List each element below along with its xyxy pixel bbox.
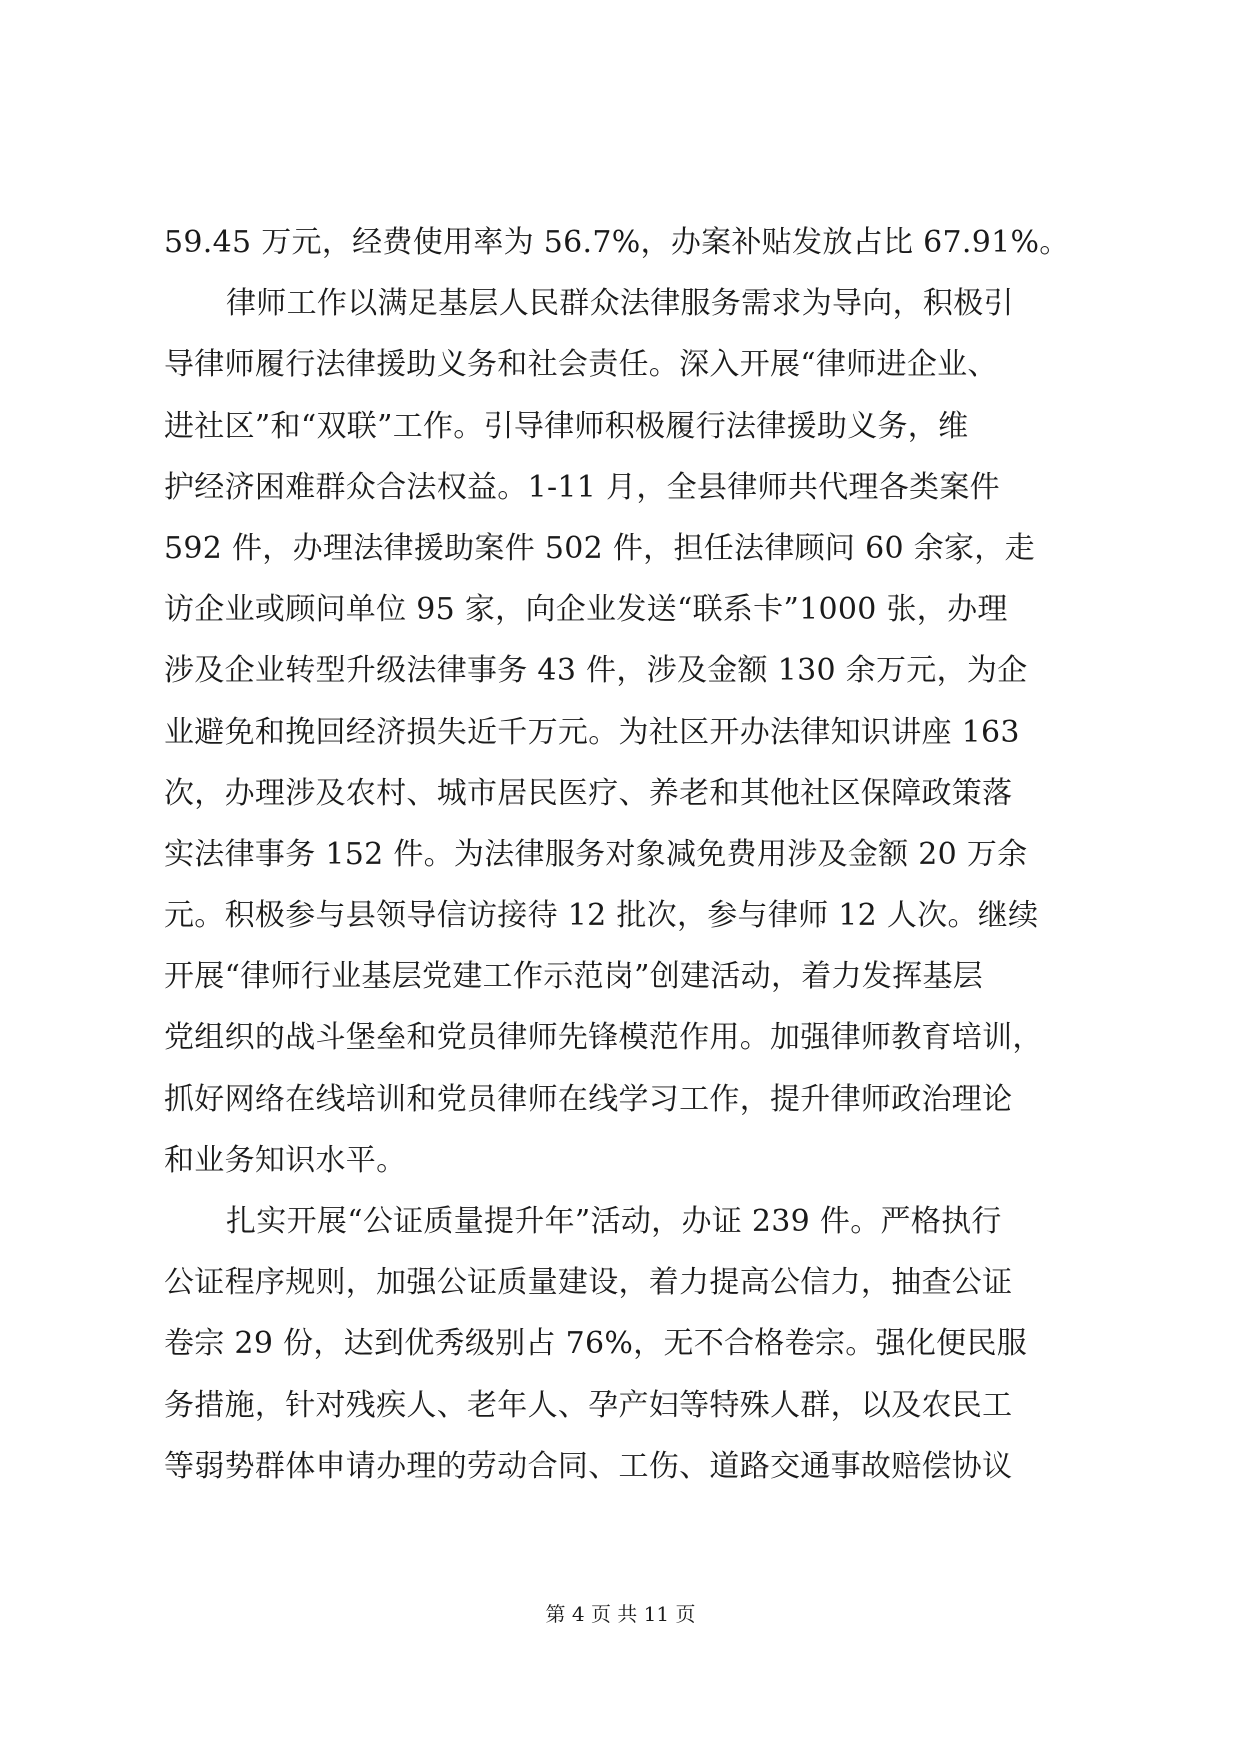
text-line: 实法律事务 152 件。为法律服务对象减免费用涉及金额 20 万余: [164, 836, 1028, 872]
text-line: 次，办理涉及农村、城市居民医疗、养老和其他社区保障政策落: [164, 775, 1013, 811]
body-text: [164, 212, 1084, 1497]
text-line: 访企业或顾问单位 95 家，向企业发送“联系卡”1000 张，办理: [164, 592, 1008, 628]
text-line: 党组织的战斗堡垒和党员律师先锋模范作用。加强律师教育培训，: [164, 1020, 1043, 1056]
page-number-footer: 第 4 页 共 11 页: [545, 1602, 696, 1626]
text-line: 元。积极参与县领导信访接待 12 批次，参与律师 12 人次。继续: [164, 898, 1039, 934]
paragraph-start-line: 律师工作以满足基层人民群众法律服务需求为导向，积极引: [226, 286, 1014, 322]
text-line: 导律师履行法律援助义务和社会责任。深入开展“律师进企业、: [164, 347, 998, 383]
text-line: 业避免和挽回经济损失近千万元。为社区开办法律知识讲座 163: [164, 714, 1020, 750]
text-line: 护经济困难群众合法权益。1-11 月，全县律师共代理各类案件: [164, 469, 1000, 505]
text-line: 59.45 万元，经费使用率为 56.7%，办案补贴发放占比 67.91%。: [164, 225, 1070, 260]
text-line: 卷宗 29 份，达到优秀级别占 76%，无不合格卷宗。强化便民服: [164, 1326, 1028, 1362]
text-line: 开展“律师行业基层党建工作示范岗”创建活动，着力发挥基层: [164, 959, 984, 995]
text-line: 务措施，针对残疾人、老年人、孕产妇等特殊人群，以及农民工: [164, 1387, 1013, 1423]
text-line: 592 件，办理法律援助案件 502 件，担任法律顾问 60 余家，走: [164, 530, 1035, 566]
text-line: 进社区”和“双联”工作。引导律师积极履行法律援助义务，维: [164, 408, 969, 444]
text-line: 和业务知识水平。: [164, 1142, 407, 1178]
paragraph-start-line: 扎实开展“公证质量提升年”活动，办证 239 件。严格执行: [226, 1204, 1002, 1239]
text-line: 等弱势群体申请办理的劳动合同、工伤、道路交通事故赔偿协议: [164, 1448, 1013, 1484]
text-line: 抓好网络在线培训和党员律师在线学习工作，提升律师政治理论: [164, 1081, 1013, 1117]
text-line: 涉及企业转型升级法律事务 43 件，涉及金额 130 余万元，为企: [164, 653, 1028, 689]
text-line: 公证程序规则，加强公证质量建设，着力提高公信力，抽查公证: [164, 1265, 1013, 1301]
